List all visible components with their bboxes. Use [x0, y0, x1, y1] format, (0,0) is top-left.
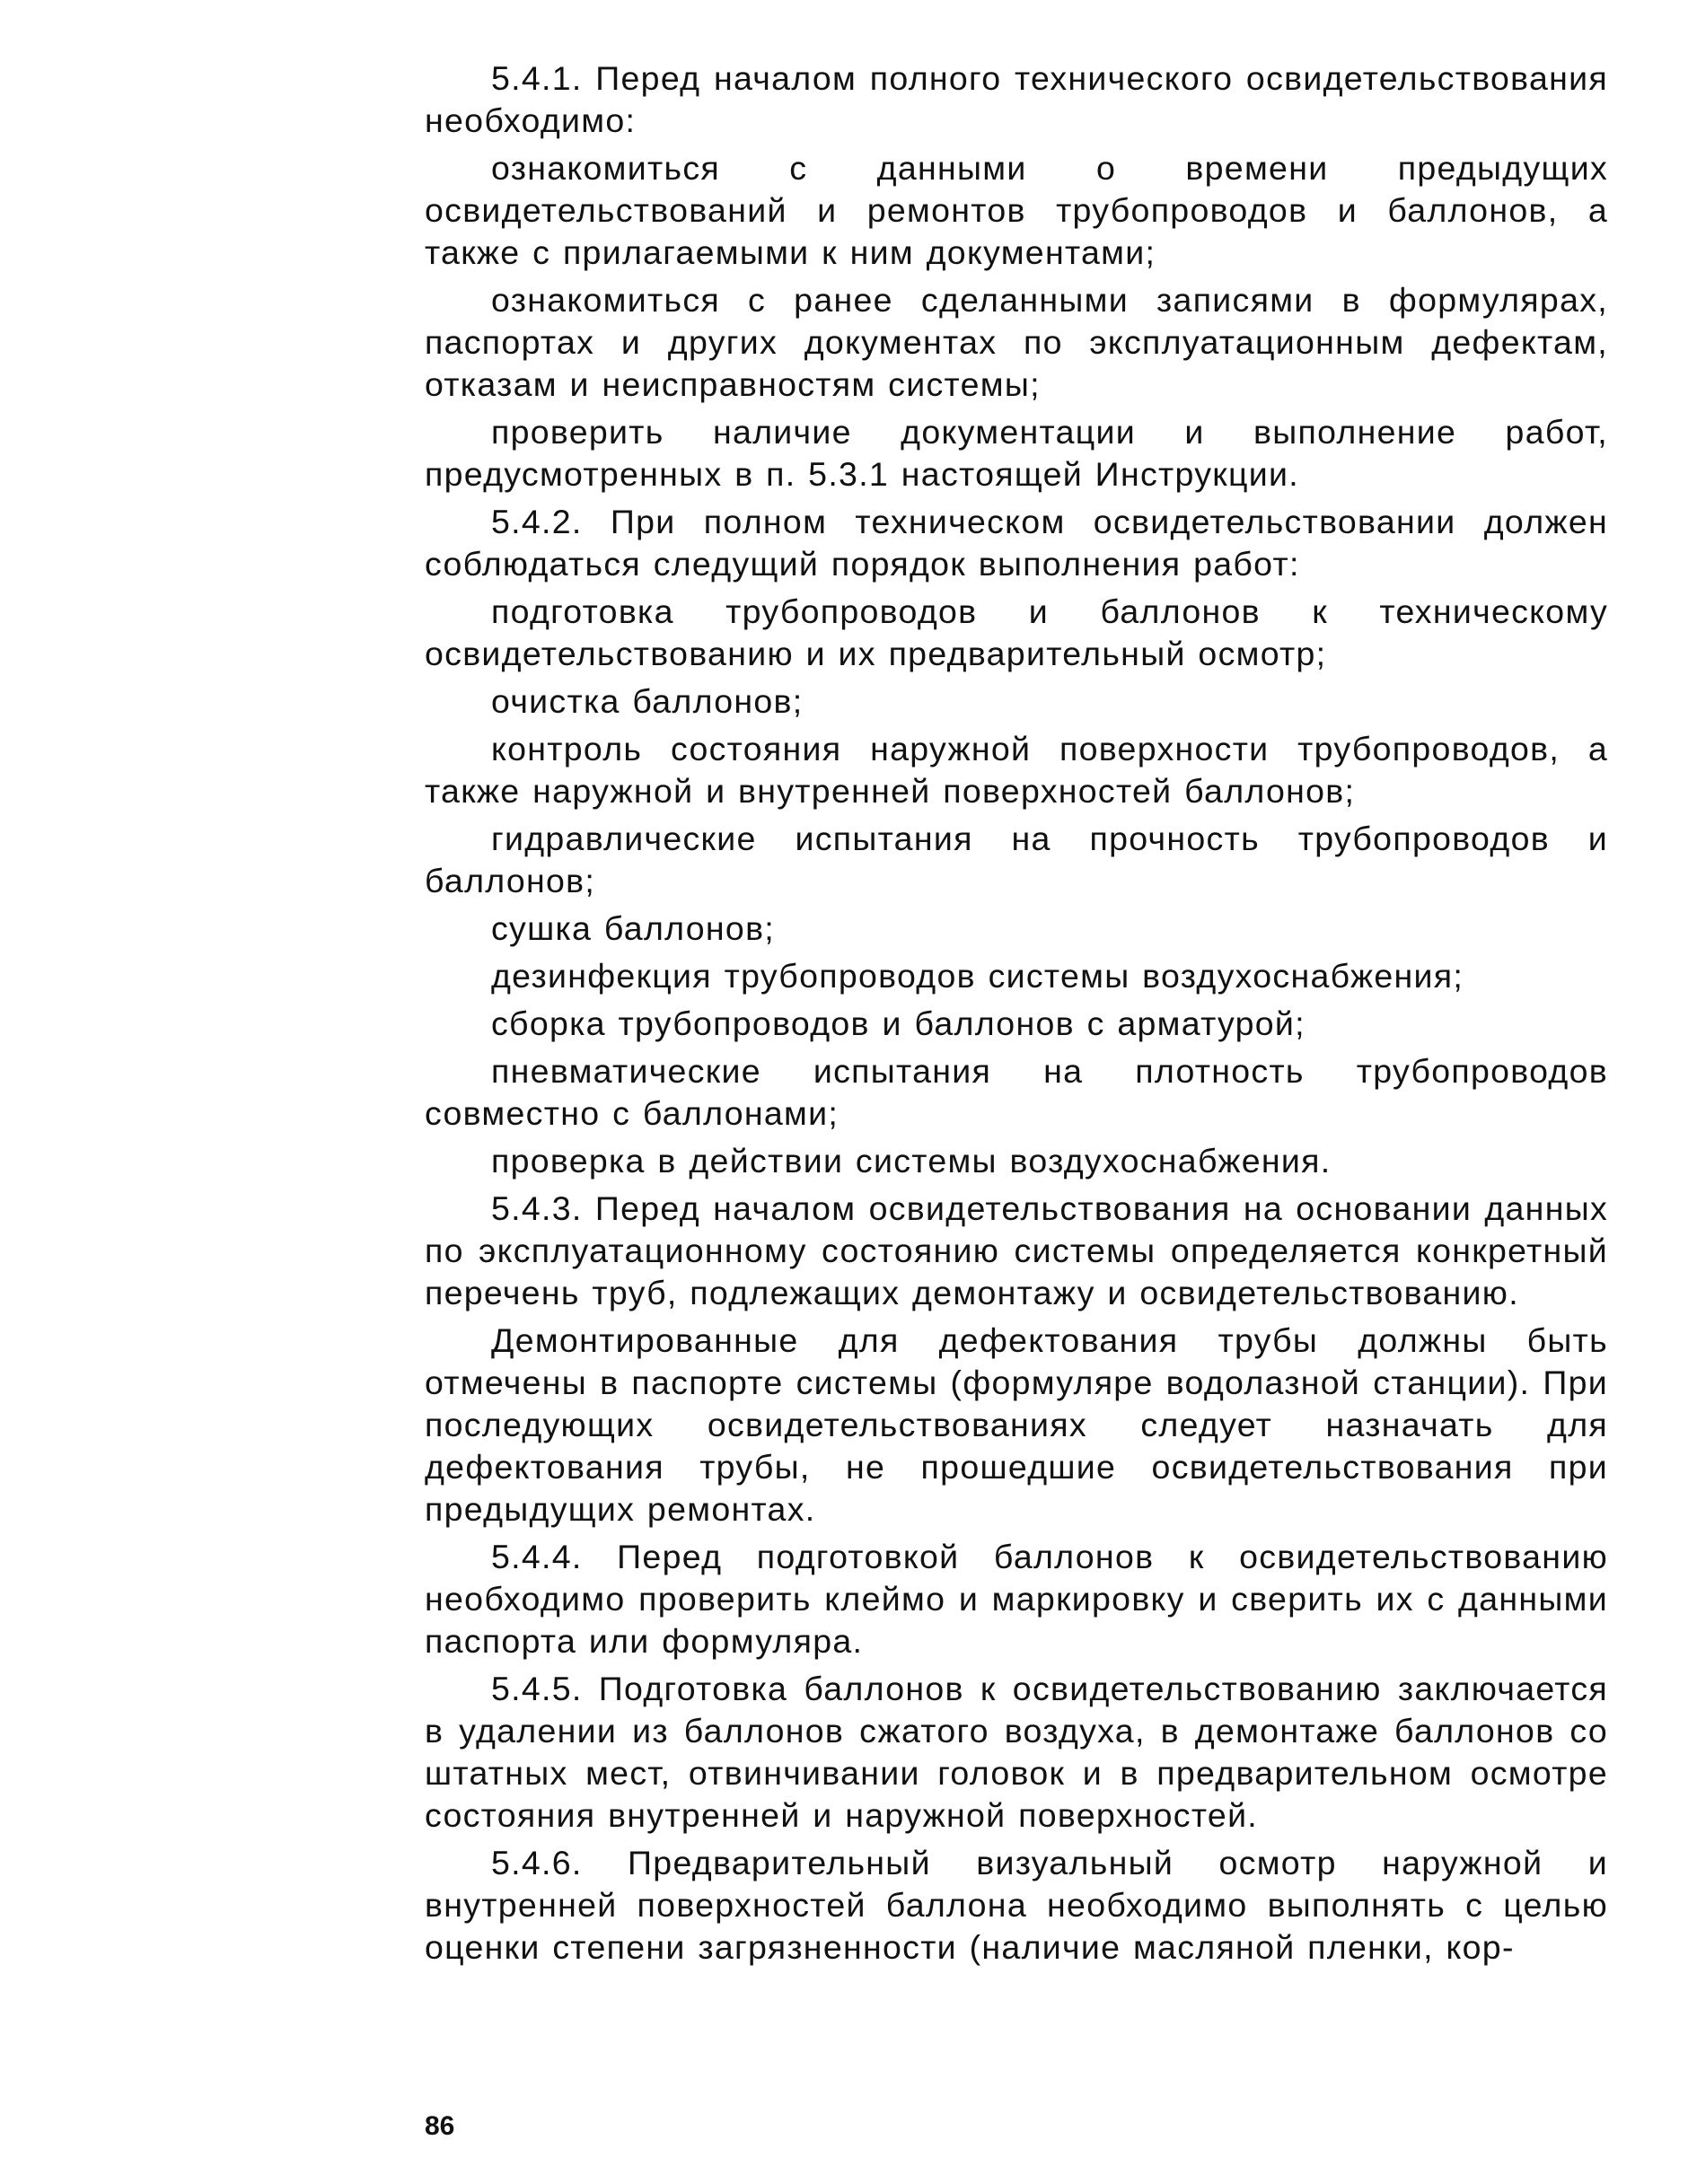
- paragraph-5-4-6: 5.4.6. Предварительный визуальный осмотр наружной и внутренней поверхностей баллона необходимо выполнять с целью оценки степени загрязненности (наличие масляной пленки, кор-: [425, 1844, 1608, 1966]
- list-item: ознакомиться с данными о времени предыдущих освидетельствований и ремонтов трубопроводов и баллонов, а также с прилагаемыми к ним документами;: [425, 149, 1608, 271]
- list-item: гидравлические испытания на прочность трубопроводов и баллонов;: [425, 820, 1608, 899]
- paragraph-5-4-4: 5.4.4. Перед подготовкой баллонов к освидетельствованию необходимо проверить клеймо и маркировку и сверить их с данными паспорта или формуляра.: [425, 1538, 1608, 1660]
- list-item: контроль состояния наружной поверхности трубопроводов, а также наружной и внутренней поверхностей баллонов;: [425, 730, 1608, 810]
- paragraph-5-4-1: 5.4.1. Перед началом полного технического освидетельствования необходимо:: [425, 59, 1608, 139]
- document-body: [425, 57, 1608, 1974]
- list-item: подготовка трубопроводов и баллонов к техническому освидетельствованию и их предварительный осмотр;: [425, 592, 1608, 672]
- list-item: проверить наличие документации и выполнение работ, предусмотренных в п. 5.3.1 настоящей Инструкции.: [425, 413, 1608, 493]
- paragraph-5-4-5: 5.4.5. Подготовка баллонов к освидетельствованию заключается в удалении из баллонов сжатого воздуха, в демонтаже баллонов со штатных мест, отвинчивании головок и в предварительном осмотре состояния внутренней и наружной поверхностей.: [425, 1670, 1608, 1834]
- list-item: дезинфекция трубопроводов системы воздухоснабжения;: [491, 957, 1464, 995]
- list-item: очистка баллонов;: [491, 682, 804, 720]
- list-item: сушка баллонов;: [491, 909, 776, 947]
- list-item: пневматические испытания на плотность трубопроводов совместно с баллонами;: [425, 1052, 1608, 1132]
- list-item: ознакомиться с ранее сделанными записями в формулярах, паспортах и других документах по эксплуатационным дефектам, отказам и неисправностям системы;: [425, 281, 1608, 403]
- list-item: сборка трубопроводов и баллонов с арматурой;: [491, 1004, 1306, 1042]
- paragraph-5-4-3: 5.4.3. Перед началом освидетельствования на основании данных по эксплуатационному состоянию системы определяется конкретный перечень труб, подлежащих демонтажу и освидетельствованию.: [425, 1189, 1608, 1311]
- paragraph-5-4-2: 5.4.2. При полном техническом освидетельствовании должен соблюдаться следущий порядок выполнения работ:: [425, 503, 1608, 583]
- page-number: 86: [425, 2111, 455, 2141]
- list-item: проверка в действии системы воздухоснабжения.: [491, 1142, 1332, 1180]
- paragraph-5-4-3-continued: Демонтированные для дефектования трубы должны быть отмечены в паспорте системы (формуляре водолазной станции). При последующих освидетельствованиях следует назначать для дефектования трубы, не прошедшие освидетельствования при предыдущих ремонтах.: [425, 1321, 1608, 1528]
